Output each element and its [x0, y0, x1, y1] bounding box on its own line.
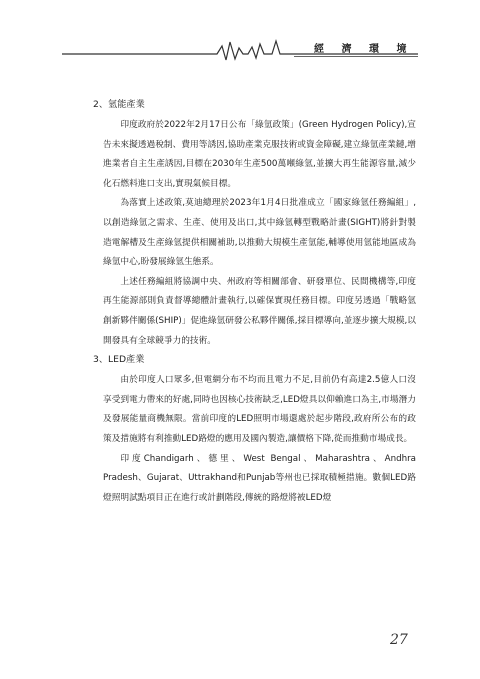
section-heading-hydrogen: 2、氫能產業 — [93, 99, 145, 110]
paragraph: 印度政府於2022年2月17日公布「綠氫政策」(Green Hydrogen Policy),宣告未來擬透過稅制、費用等誘因,協助產業克服技術或資金障礙,建立綠氫產業鏈,增進業者自主生產誘因,目標在2030年生產500萬噸綠氫,並擴大再生能源容量,減少化石燃料進口支出,實現氣候目標。 — [103, 120, 416, 189]
document-body — [93, 98, 416, 508]
header-section-title: 經 濟 環 境 — [314, 44, 414, 55]
paragraph: 由於印度人口眾多,但電網分布不均而且電力不足,目前仍有高達2.5億人口沒享受到電力帶來的好處,同時也因核心技術缺乏,LED燈具以仰賴進口為主,市場潛力及發展能量商機無限。當前印度的LED照明市場還處於起步階段,政府所公布的政策及措施將有利推動LED路燈的應用及國內製造,讓價格下降,從而推動市場成長。 — [103, 375, 416, 444]
section-heading-led: 3、LED產業 — [93, 354, 145, 366]
paragraph: 上述任務編組將協調中央、州政府等相關部會、研發單位、民間機構等,印度再生能源部則負責督導總體計畫執行,以確保實現任務目標。印度另透過「戰略氫創新夥伴關係(SHIP)」促進綠氫研發公私夥伴關係,採目標導向,並逐步擴大規模,以開發具有全球競爭力的技術。 — [103, 276, 416, 346]
page-number: 27 — [390, 632, 408, 648]
paragraph: 為落實上述政策,莫迪總理於2023年1月4日批准成立「國家綠氫任務編組」,以創造綠氫之需求、生產、使用及出口,其中綠氫轉型戰略計畫(SIGHT)將針對製造電解槽及生產綠氫提供相關補助,以推動大規模生產氫能,輔導使用氫能地區成為綠氫中心,盼發展綠氫生態系。 — [103, 198, 416, 268]
paragraph: 印度Chandigarh、德里、West Bengal、Maharashtra、Andhra Pradesh、Gujarat、Uttrakhand和Punjab等州也已採取積極措施。數個LED路燈照明試點項目正在進行或計劃階段,傳統的路燈將被LED燈 — [103, 453, 416, 503]
